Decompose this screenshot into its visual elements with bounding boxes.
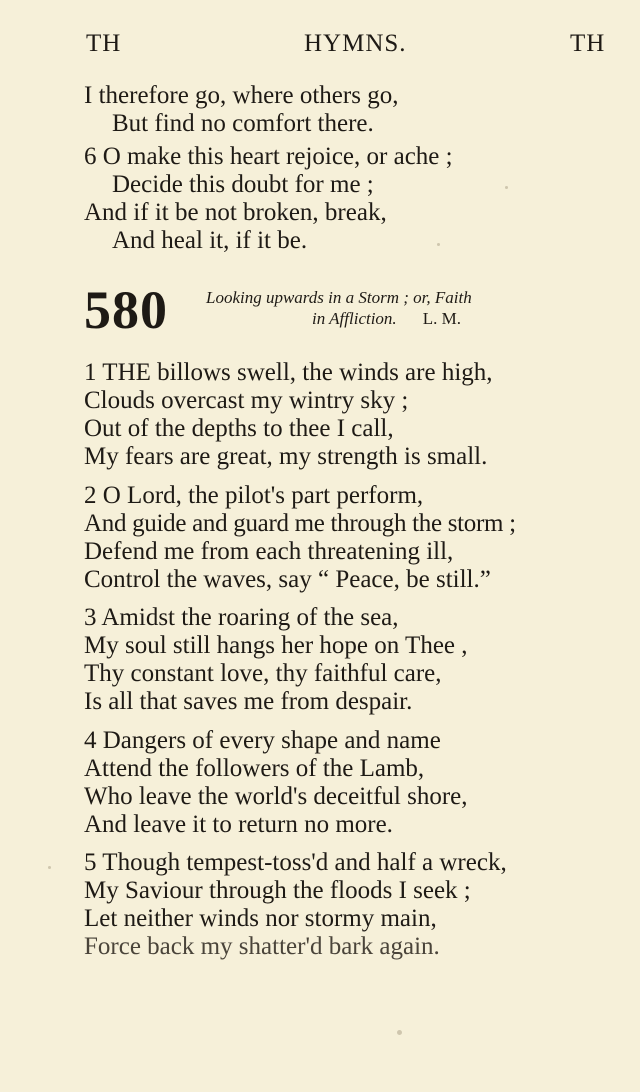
paper-speck bbox=[437, 243, 440, 246]
verse-line: Force back my shatter'd bark again. bbox=[84, 933, 440, 960]
verse-line: But find no comfort there. bbox=[112, 110, 374, 137]
verse-line: Defend me from each threatening ill, bbox=[84, 538, 454, 565]
verse-line: Thy constant love, thy faithful care, bbox=[84, 660, 442, 687]
verse-line: Is all that saves me from despair. bbox=[84, 688, 413, 715]
verse-line: And leave it to return no more. bbox=[84, 811, 393, 838]
verse-line: Let neither winds nor stormy main, bbox=[84, 905, 437, 932]
header-left: TH bbox=[86, 30, 122, 57]
verse-line: 3 Amidst the roaring of the sea, bbox=[84, 604, 399, 631]
verse-line: 5 Though tempest-toss'd and half a wreck, bbox=[84, 849, 507, 876]
verse-line: And guide and guard me through the storm ; bbox=[84, 510, 516, 537]
verse-line: 1 THE billows swell, the winds are high, bbox=[84, 359, 493, 386]
header-right: TH bbox=[570, 30, 606, 57]
paper-speck bbox=[48, 866, 51, 869]
hymn-title-line2 bbox=[312, 309, 461, 329]
verse-line: And if it be not broken, break, bbox=[84, 199, 387, 226]
verse-line: My soul still hangs her hope on Thee , bbox=[84, 632, 468, 659]
verse-line: And heal it, if it be. bbox=[112, 227, 308, 254]
hymn-title-subtitle: in Affliction. bbox=[312, 309, 397, 328]
paper-speck bbox=[397, 1030, 402, 1035]
hymn-number: 580 bbox=[84, 280, 168, 340]
hymn-title-line1: Looking upwards in a Storm ; or, Faith bbox=[206, 288, 472, 307]
verse-line: I therefore go, where others go, bbox=[84, 82, 399, 109]
verse-line: My Saviour through the floods I seek ; bbox=[84, 877, 471, 904]
verse-line: Decide this doubt for me ; bbox=[112, 171, 374, 198]
verse-line: 4 Dangers of every shape and name bbox=[84, 727, 441, 754]
verse-line: 6 O make this heart rejoice, or ache ; bbox=[84, 143, 453, 170]
header-title: HYMNS. bbox=[304, 30, 407, 57]
verse-line: Who leave the world's deceitful shore, bbox=[84, 783, 468, 810]
verse-line: My fears are great, my strength is small. bbox=[84, 443, 488, 470]
verse-line: Clouds overcast my wintry sky ; bbox=[84, 387, 409, 414]
verse-line: 2 O Lord, the pilot's part perform, bbox=[84, 482, 424, 509]
verse-line: Control the waves, say “ Peace, be still.” bbox=[84, 566, 491, 593]
verse-line: Attend the followers of the Lamb, bbox=[84, 755, 425, 782]
paper-speck bbox=[505, 186, 508, 189]
verse-line: Out of the depths to thee I call, bbox=[84, 415, 394, 442]
hymn-meter: L. M. bbox=[422, 309, 461, 328]
running-header bbox=[0, 30, 640, 64]
